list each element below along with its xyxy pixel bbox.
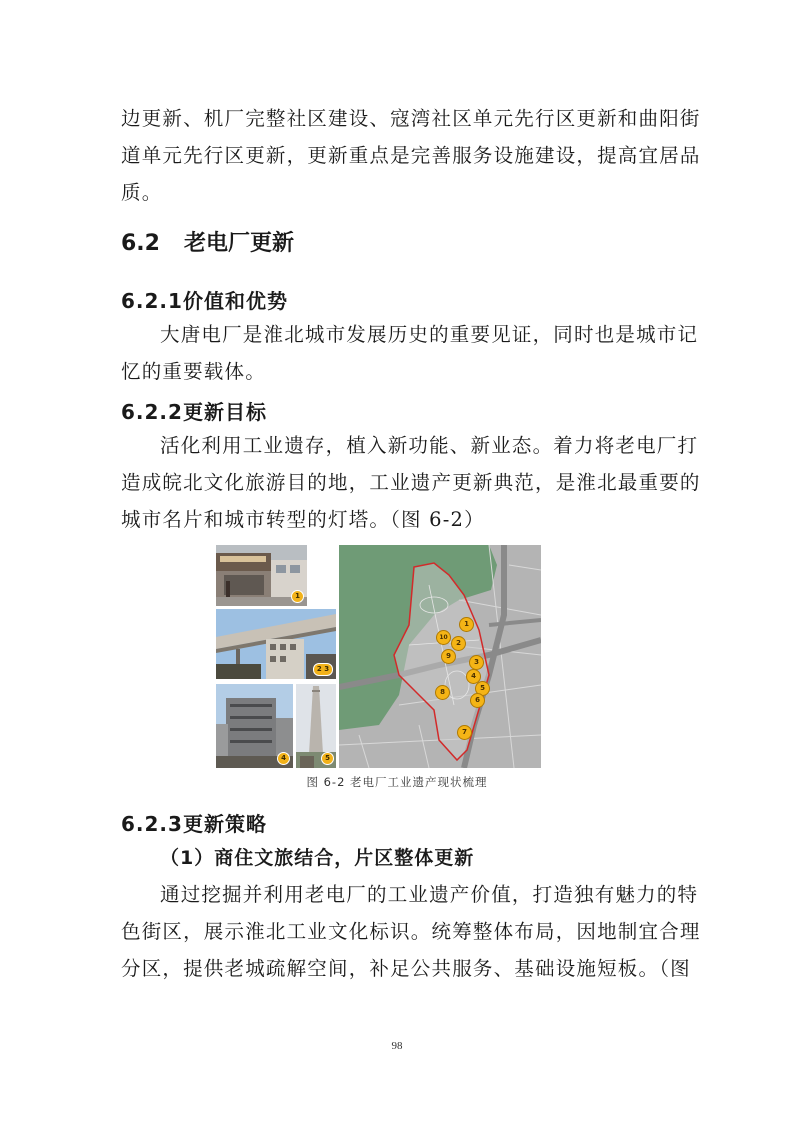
map-marker: 2 <box>451 636 466 651</box>
map-marker: 1 <box>459 617 474 632</box>
map-marker: 7 <box>457 725 472 740</box>
photo-boiler-house <box>216 684 293 768</box>
map-marker: 8 <box>435 685 450 700</box>
page-number: 98 <box>391 1040 403 1052</box>
subsection-heading-6-2-3: 6.2.3更新策略 <box>121 812 267 836</box>
text-line: 边更新、机厂完整社区建设、寇湾社区单元先行区更新和曲阳街 <box>121 107 701 130</box>
text-line: 分区，提供老城疏解空间，补足公共服务、基础设施短板。（图 <box>121 957 691 980</box>
text-line: 色街区，展示淮北工业文化标识。统筹整体布局，因地制宜合理 <box>121 920 701 943</box>
site-map <box>339 545 541 768</box>
photo-badge: 2 3 <box>313 663 333 676</box>
paragraph-6-2-3 <box>121 876 701 987</box>
text-line: 大唐电厂是淮北城市发展历史的重要见证，同时也是城市记 <box>160 323 699 346</box>
text-line: 道单元先行区更新，更新重点是完善服务设施建设，提高宜居品 <box>121 144 701 167</box>
section-heading <box>121 226 294 257</box>
text-line: 城市名片和城市转型的灯塔。（图 6-2） <box>121 508 485 531</box>
text-line: 造成皖北文化旅游目的地，工业遗产更新典范，是淮北最重要的 <box>121 471 701 494</box>
paragraph-6-2-1 <box>121 316 699 390</box>
intro-paragraph <box>121 100 701 211</box>
map-marker: 3 <box>469 655 484 670</box>
photo-factory-gate <box>216 545 307 606</box>
subsection-heading-6-2-2: 6.2.2更新目标 <box>121 400 267 424</box>
photo-badge: 4 <box>277 752 290 765</box>
figure-6-2 <box>216 545 541 768</box>
strategy-subheading: （1）商住文旅结合，片区整体更新 <box>160 847 475 869</box>
text-line: 通过挖掘并利用老电厂的工业遗产价值，打造独有魅力的特 <box>160 883 699 906</box>
figure-caption: 图 6-2 老电厂工业遗产现状梳理 <box>306 775 488 789</box>
photo-chimney <box>296 684 336 768</box>
text-line: 质。 <box>121 181 163 204</box>
photo-badge: 5 <box>321 752 334 765</box>
section-title: 老电厂更新 <box>183 231 294 256</box>
photo-badge: 1 <box>291 590 304 603</box>
text-line: 忆的重要载体。 <box>121 360 266 383</box>
text-line: 活化利用工业遗存，植入新功能、新业态。着力将老电厂打 <box>160 434 699 457</box>
map-marker: 9 <box>441 649 456 664</box>
map-marker: 4 <box>466 669 481 684</box>
site-map-graphic <box>339 545 541 768</box>
map-marker: 5 <box>475 681 490 696</box>
map-marker: 6 <box>470 693 485 708</box>
section-number: 6.2 <box>121 231 160 256</box>
photo-conveyor-bridge <box>216 609 336 679</box>
subsection-heading-6-2-1: 6.2.1价值和优势 <box>121 289 288 313</box>
map-marker: 10 <box>436 630 451 645</box>
paragraph-6-2-2 <box>121 427 701 538</box>
